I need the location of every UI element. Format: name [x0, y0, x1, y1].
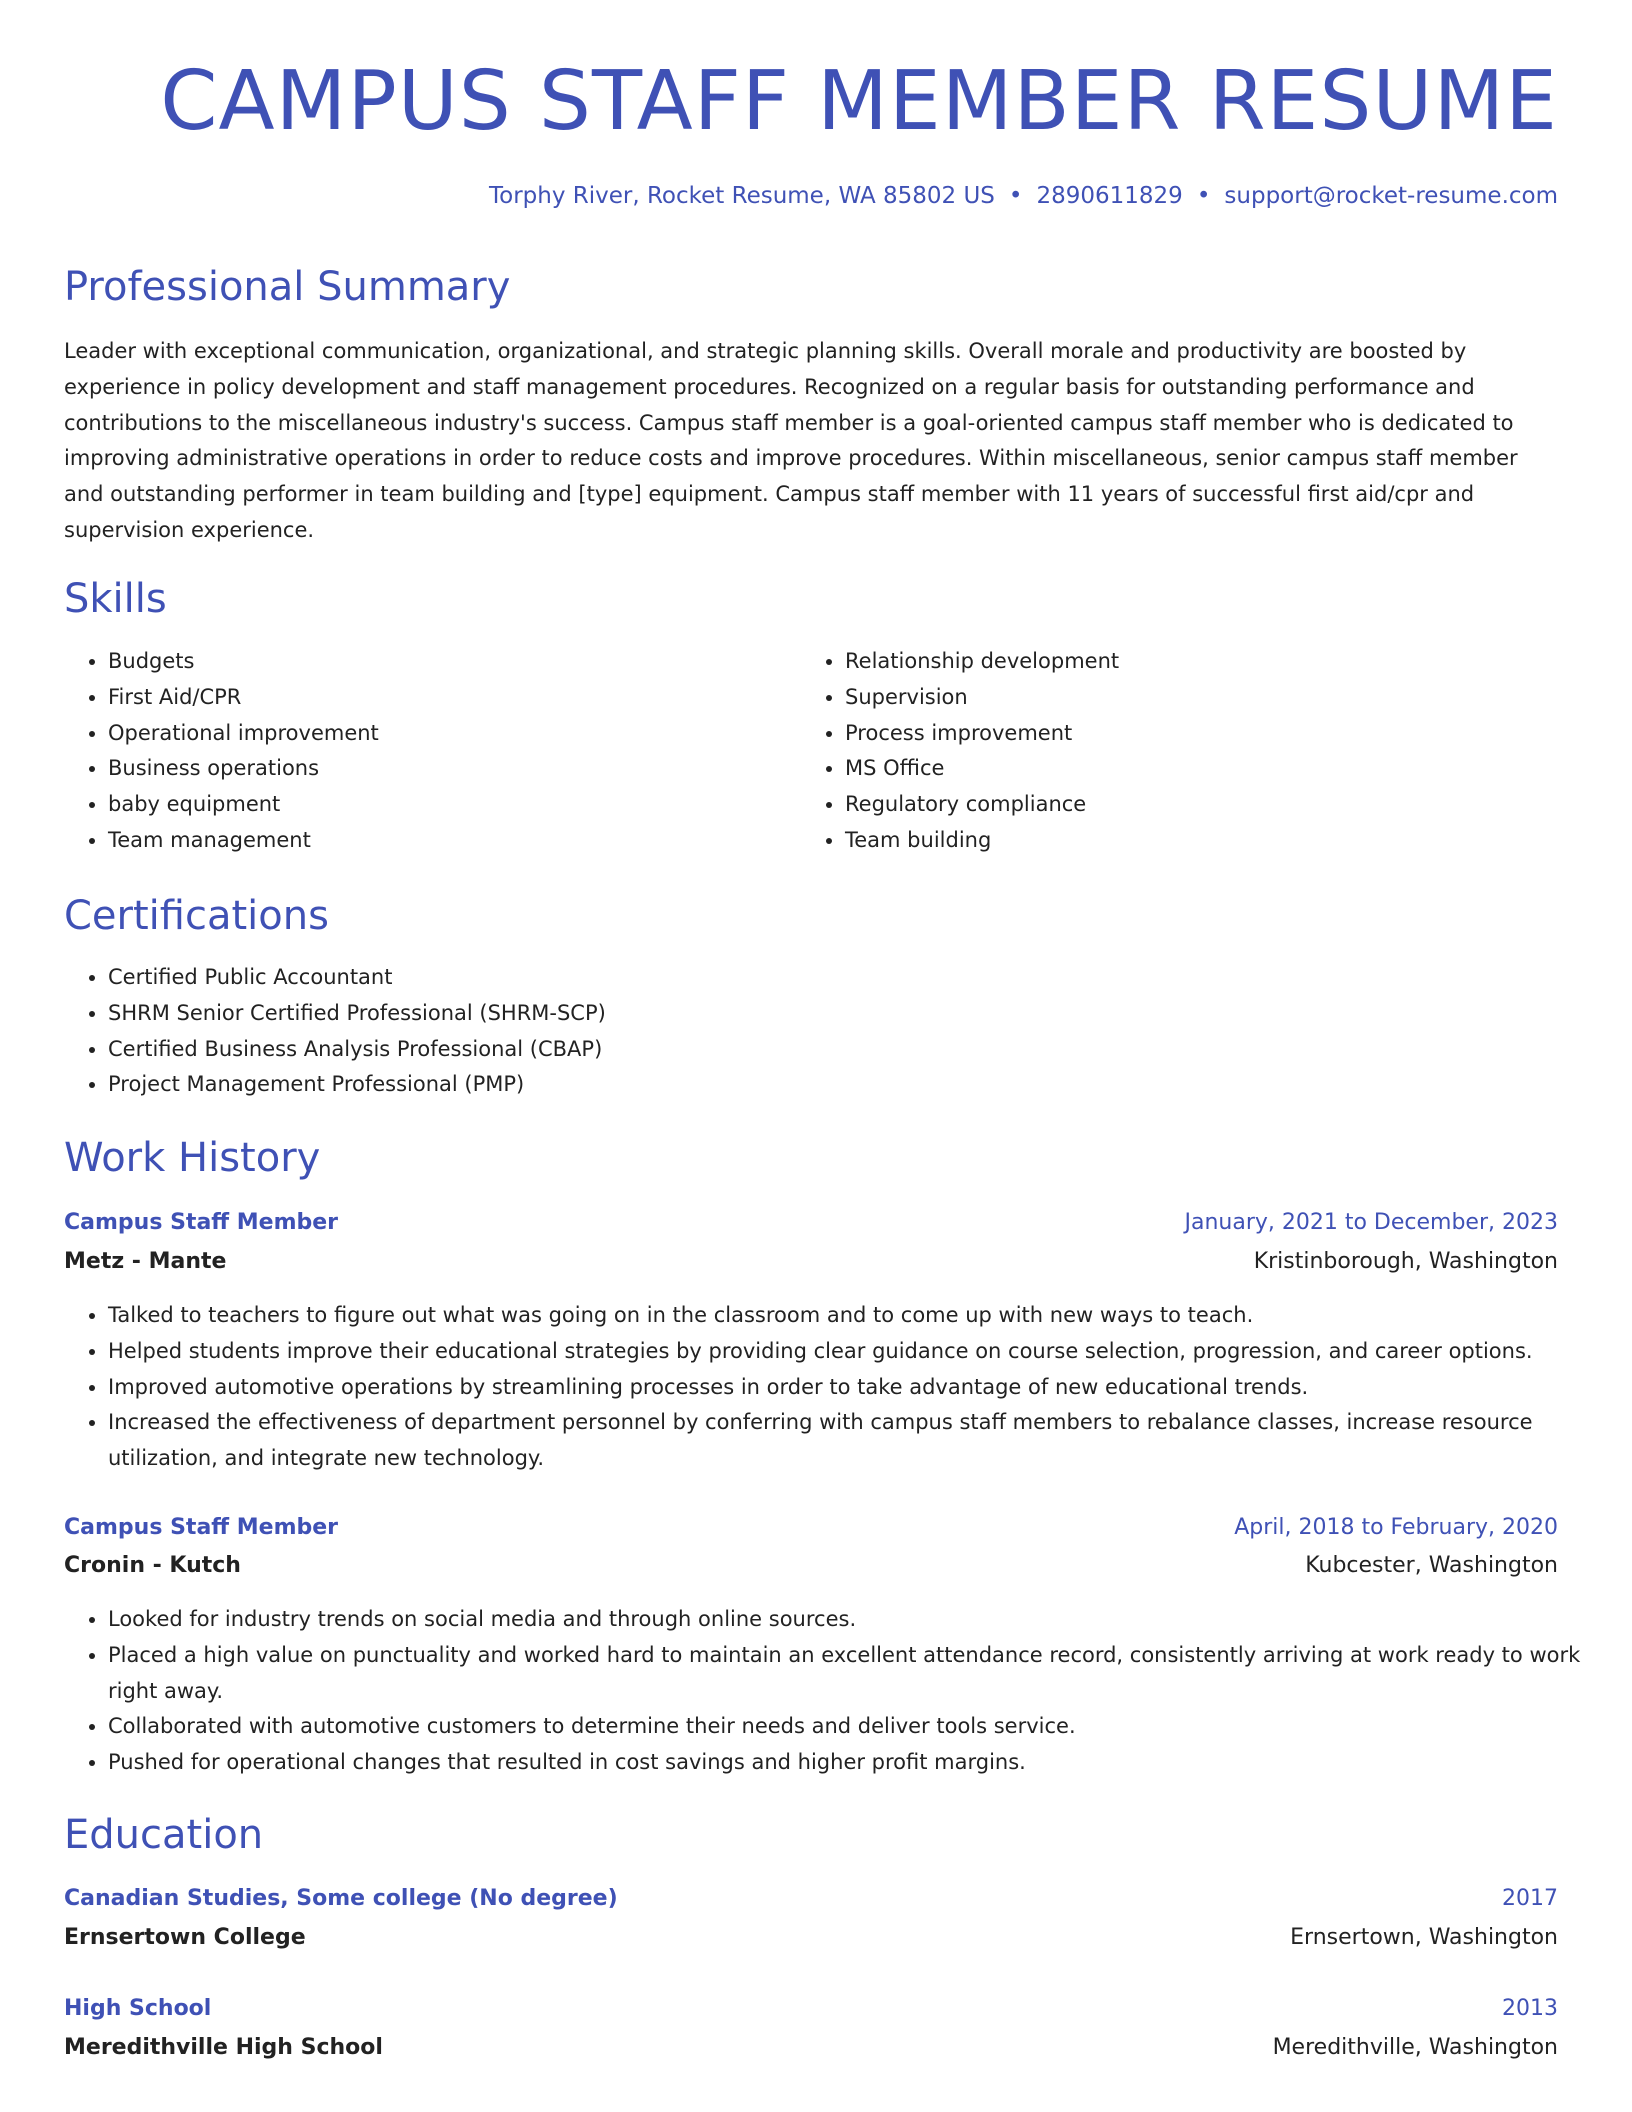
job-location: Kubcester, Washington — [1305, 1553, 1558, 1578]
skills-list-right — [801, 644, 1545, 859]
certifications-list — [64, 960, 1508, 1103]
skill-item: • baby equipment — [108, 787, 798, 823]
skill-item: • Supervision — [845, 680, 1545, 716]
education-school: Meredithville High School — [64, 2035, 383, 2060]
skill-item: • Relationship development — [845, 644, 1545, 680]
contact-phone: 2890611829 — [1036, 183, 1183, 209]
contact-separator: • — [1008, 183, 1023, 209]
resume-title: CAMPUS STAFF MEMBER RESUME — [160, 54, 1558, 149]
certification-item: • SHRM Senior Certified Professional (SHRM-SCP) — [108, 996, 1508, 1032]
job-bullet: • Talked to teachers to figure out what was going on in the classroom and to come up with new ways to teach. — [108, 1298, 1602, 1334]
education-year: 2013 — [1502, 1996, 1558, 2021]
job-company: Cronin - Kutch — [64, 1553, 241, 1578]
education-location: Meredithville, Washington — [1272, 2035, 1558, 2060]
summary-text: Leader with exceptional communication, organizational, and strategic planning skills. Overall morale and productivity are boosted by experience in policy development and staff management procedures. Recognized on a regular basis for outstanding performance and contributions to the miscellaneous industry's success. Campus staff member is a goal-oriented campus staff member who is dedicated to improving administrative operations in order to reduce costs and improve procedures. Within miscellaneous, senior campus staff member and outstanding performer in team building and [type] equipment. Campus staff member with 11 years of successful first aid/cpr and supervision experience. — [64, 339, 1518, 542]
skill-item: • First Aid/CPR — [108, 680, 798, 716]
skill-item: • Team management — [108, 823, 798, 859]
section-heading-work-history: Work History — [64, 1135, 321, 1181]
section-heading-education: Education — [64, 1812, 264, 1858]
job-dates: January, 2021 to December, 2023 — [1184, 1210, 1558, 1235]
job-company: Metz - Mante — [64, 1249, 227, 1274]
contact-info — [489, 180, 1558, 212]
section-heading-certifications: Certifications — [64, 893, 329, 939]
skill-item: • Team building — [845, 823, 1545, 859]
skill-item: • Regulatory compliance — [845, 787, 1545, 823]
skill-item: • MS Office — [845, 751, 1545, 787]
job-dates: April, 2018 to February, 2020 — [1234, 1515, 1558, 1540]
education-school: Ernsertown College — [64, 1925, 306, 1950]
section-heading-skills: Skills — [64, 576, 167, 622]
skill-item: • Business operations — [108, 751, 798, 787]
contact-email: support@rocket-resume.com — [1224, 183, 1558, 209]
job-title: Campus Staff Member — [64, 1515, 339, 1540]
education-year: 2017 — [1502, 1886, 1558, 1911]
education-location: Ernsertown, Washington — [1290, 1925, 1558, 1950]
job-location: Kristinborough, Washington — [1253, 1249, 1558, 1274]
certification-item: • Certified Public Accountant — [108, 960, 1508, 996]
job-bullet: • Increased the effectiveness of department personnel by conferring with campus staff members to rebalance classes, increase resource utilization, and integrate new technology. — [108, 1405, 1602, 1477]
skill-item: • Process improvement — [845, 716, 1545, 752]
job-title: Campus Staff Member — [64, 1210, 339, 1235]
job-bullet: • Improved automotive operations by streamlining processes in order to take advantage of new educational trends. — [108, 1370, 1602, 1406]
job-bullet: • Helped students improve their educational strategies by providing clear guidance on course selection, progression, and career options. — [108, 1334, 1602, 1370]
skill-item: • Budgets — [108, 644, 798, 680]
job-bullet: • Collaborated with automotive customers to determine their needs and deliver tools service. — [108, 1709, 1602, 1745]
certification-item: • Certified Business Analysis Professional (CBAP) — [108, 1032, 1508, 1068]
certification-item: • Project Management Professional (PMP) — [108, 1067, 1508, 1103]
job-bullet: • Pushed for operational changes that resulted in cost savings and higher profit margins. — [108, 1745, 1602, 1781]
job-bullets — [64, 1602, 1602, 1781]
job-bullet: • Placed a high value on punctuality and worked hard to maintain an excellent attendance record, consistently arriving at work ready to work right away. — [108, 1638, 1602, 1710]
contact-separator: • — [1196, 183, 1211, 209]
skills-list-left — [64, 644, 798, 859]
job-bullets — [64, 1298, 1602, 1477]
education-degree: Canadian Studies, Some college (No degree) — [64, 1886, 618, 1911]
education-degree: High School — [64, 1996, 212, 2021]
section-heading-summary: Professional Summary — [64, 264, 511, 310]
job-bullet: • Looked for industry trends on social media and through online sources. — [108, 1602, 1602, 1638]
contact-address: Torphy River, Rocket Resume, WA 85802 US — [489, 183, 995, 209]
skill-item: • Operational improvement — [108, 716, 798, 752]
